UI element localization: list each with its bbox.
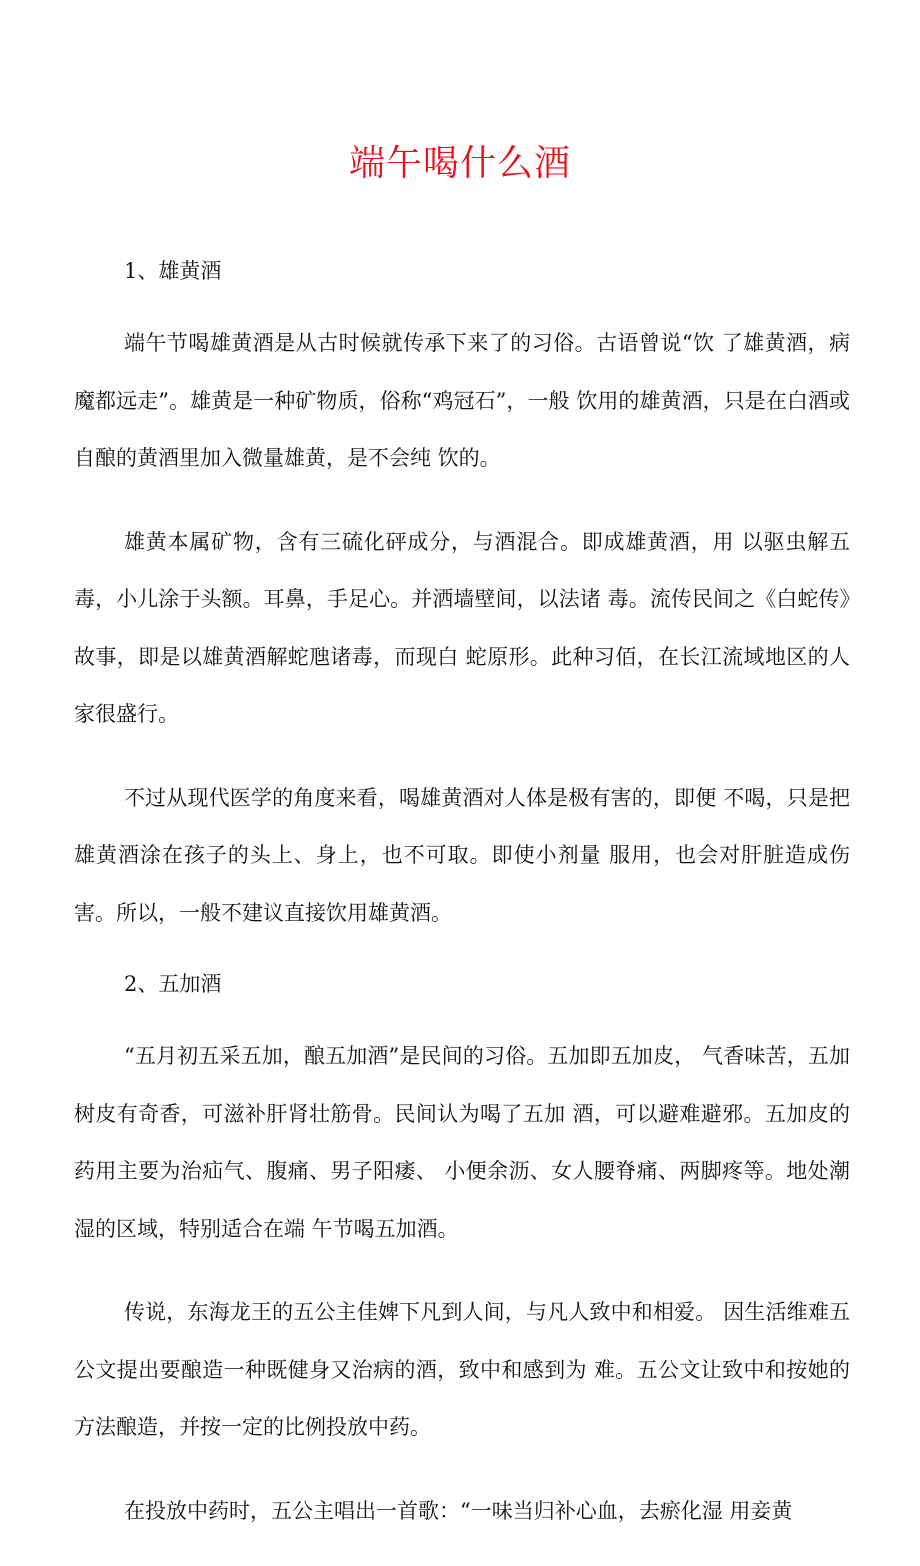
paragraph: 传说，东海龙王的五公主佳婢下凡到人间，与凡人致中和相爱。 因生活维难五公文提出要酿造一种既健身又治病的酒，致中和感到为 难。五公文让致中和按她的方法酿造，并按一定的比例投放中药。 [74,1300,850,1439]
document-body [74,255,850,1566]
section-heading-2: 2、五加酒 [124,972,222,996]
document-title: 端午喝什么酒 [348,143,571,184]
paragraph: 不过从现代医学的角度来看，喝雄黄酒对人体是极有害的，即便 不喝，只是把雄黄酒涂在孩子的头上、身上，也不可取。即使小剂量 服用，也会对肝脏造成伤害。所以，一般不建议直接饮用雄黄酒。 [74,785,850,925]
section-heading-1: 1、雄黄酒 [124,259,222,283]
paragraph: 在投放中药时，五公主唱出一首歌：“一味当归补心血，去瘀化湿 用妾黄 [124,1498,793,1523]
paragraph: 雄黄本属矿物，含有三硫化砰成分，与酒混合。即成雄黄酒，用 以驱虫解五毒，小儿涂于头额。耳鼻，手足心。并洒墙壁间，以法诸 毒。流传民间之《白蛇传》故事，即是以雄黄酒解蛇虺诸毒，而现白 蛇原形。此种习佰，在长江流域地区的人家很盛行。 [74,529,850,726]
paragraph: “五月初五采五加，酿五加酒”是民间的习俗。五加即五加皮， 气香味苦，五加树皮有奇香，可滋补肝肾壮筋骨。民间认为喝了五加 酒，可以避难避邪。五加皮的药用主要为治疝气、腹痛、男子阳痿、 小便余沥、女人腰脊痛、两脚疼等。地处潮湿的区域，特别适合在端 午节喝五加酒。 [74,1044,850,1241]
paragraph: 端午节喝雄黄酒是从古时候就传承下来了的习俗。古语曾说“饮 了雄黄酒，病魔都远走”。雄黄是一种矿物质，俗称“鸡冠石”，一般 饮用的雄黄酒，只是在白酒或自酿的黄酒里加入微量雄黄，是不会纯 饮的。 [74,331,850,470]
